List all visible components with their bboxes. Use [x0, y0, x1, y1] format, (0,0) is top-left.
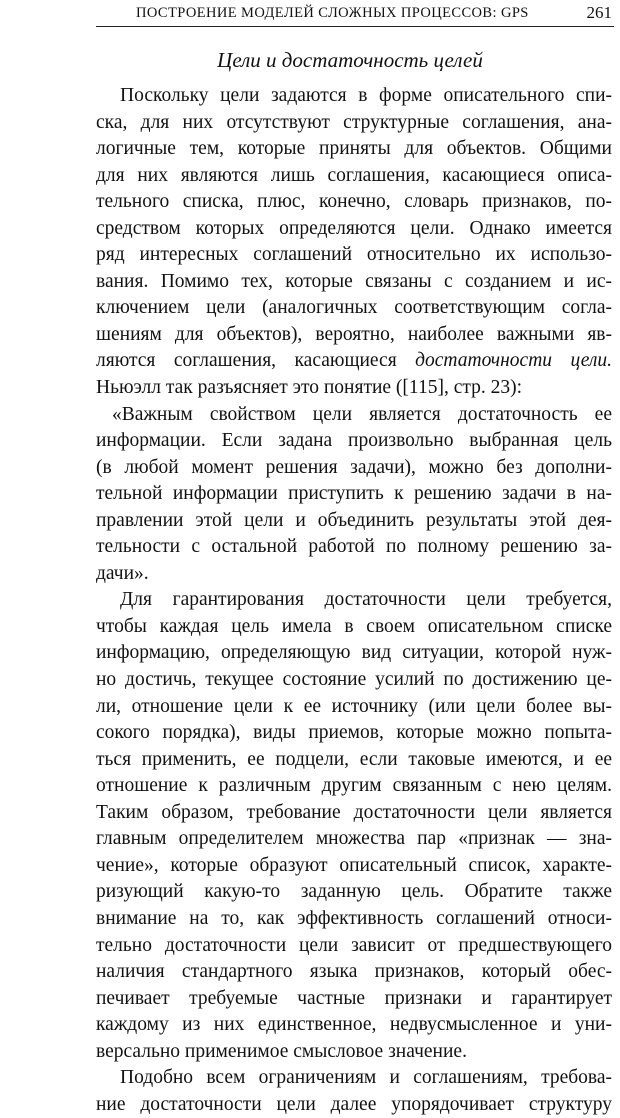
quote-line: дачи». [96, 562, 149, 584]
text-line: тельно достаточности цели зависит от предшествующего [96, 934, 612, 956]
text-line: информацию, определяющую вид ситуации, которой нуж- [96, 642, 612, 664]
quote-line: тельности с остальной работой по полному решению за- [96, 536, 612, 558]
text-line: вания. Помимо тех, которые связаны с созданием и ис- [96, 270, 612, 292]
running-title: ПОСТРОЕНИЕ МОДЕЛЕЙ СЛОЖНЫХ ПРОЦЕССОВ: GPS [136, 5, 529, 21]
text-line: внимание на то, как эффективность соглашений относи- [96, 907, 612, 929]
text-line: Таким образом, требование достаточности цели является [96, 801, 612, 823]
text-line: наличия стандартного языка признаков, который обес- [96, 961, 612, 983]
section-title: Цели и достаточность целей [217, 48, 483, 72]
text-line: логичные тем, которые приняты для объектов. Общими [96, 138, 612, 160]
quote-line: (в любой момент решения задачи), можно без дополни- [96, 456, 612, 478]
text-line: для них являются лишь соглашения, касающиеся описа- [96, 164, 612, 186]
text-line: главным определителем множества пар «признак — зна- [96, 828, 612, 850]
text-line: средством которых определяются цели. Однако имеется [96, 217, 612, 239]
text-line: версально применимое смысловое значение. [96, 1040, 467, 1062]
text-line: ризующий какую-то заданную цель. Обратите также [96, 881, 612, 903]
text-line: ние достаточности цели далее упорядочивает структуру [96, 1093, 612, 1115]
text-line: сокого порядка), виды приемов, которые можно попыта- [96, 722, 612, 744]
text-line-start: ляются соглашения, касающиеся [96, 350, 397, 372]
text-line: ться применить, ее подцели, если таковые имеются, и ее [96, 748, 612, 770]
body-text [96, 83, 612, 1118]
text-line: ска, для них отсутствуют структурные соглашения, ана- [96, 111, 612, 133]
text-line: тельного списка, плюс, конечно, словарь признаков, по- [96, 191, 612, 213]
text-line: ключением цели (аналогичных соответствующим согла- [96, 297, 612, 319]
text-line: отношение к различным другим связанным с нею целям. [96, 775, 612, 797]
text-line: Ньюэлл так разъясняет это понятие ([115], стр. 23): [96, 377, 523, 399]
text-line: Поскольку цели задаются в форме описательного спи- [120, 85, 612, 106]
text-line: чение», которые образуют описательный список, характе- [96, 854, 612, 876]
text-line: ряд интересных соглашений относительно их использо- [96, 244, 612, 266]
text-line: чтобы каждая цель имела в своем описательном списке [96, 615, 612, 637]
running-header [96, 2, 614, 27]
text-line: но достичь, текущее состояние усилий по достижению це- [96, 669, 612, 691]
text-line: ли, отношение цели к ее источнику (или цели более вы- [96, 695, 612, 717]
quote-line: правлении этой цели и объединить результаты этой дея- [96, 509, 612, 531]
page-number: 261 [586, 3, 612, 22]
text-line-with-italic [96, 348, 612, 375]
text-line: каждому из них единственное, недвусмысленное и уни- [96, 1014, 612, 1036]
text-line: печивает требуемые частные признаки и гарантирует [96, 987, 612, 1009]
quote-line: тельной информации приступить к решению задачи в на- [96, 483, 612, 505]
italic-term: достаточности цели. [415, 350, 612, 372]
quote-line: информации. Если задана произвольно выбранная цель [96, 430, 612, 452]
text-line: Подобно всем ограничениям и соглашениям, требова- [120, 1067, 612, 1089]
text-line: Для гарантирования достаточности цели требуется, [120, 589, 612, 611]
quote-line: «Важным свойством цели является достаточность ее [112, 403, 612, 425]
text-line: шениям для объектов), вероятно, наиболее важными яв- [96, 323, 612, 345]
